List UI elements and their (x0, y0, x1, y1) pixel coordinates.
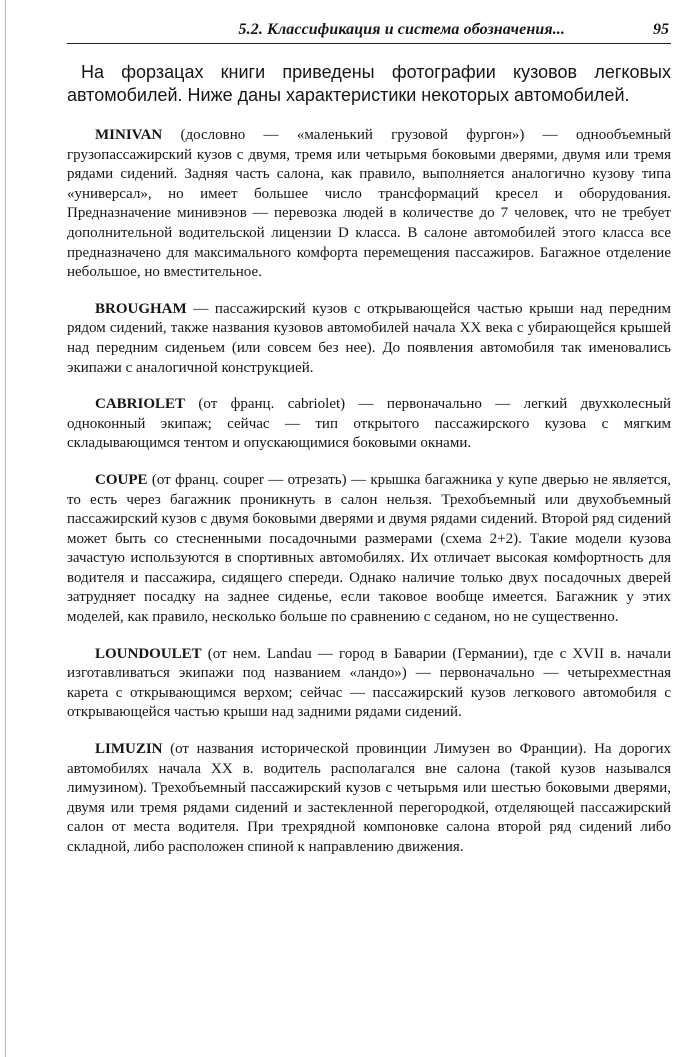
running-title: 5.2. Классификация и система обозначения... (238, 21, 565, 38)
entry-term: BROUGHAM (95, 300, 187, 317)
entry-text: (от названия исторической провинции Лимузен во Франции). На дорогих автомобилях начала XX в. водитель располагался вне салона (такой кузов назывался лимузином). Трехобъемный пассажирский кузов с четырьмя или шестью боковыми дверями, двумя или тремя рядами сидений и застекленной перегородкой, отделяющей пассажирский салон от места водителя. При трехрядной компоновке салона второй ряд сидений либо складной, либо расположен спиной к направлению движения. (67, 741, 671, 855)
entry-cabriolet (67, 395, 671, 454)
book-page (67, 15, 671, 858)
entry-term: MINIVAN (95, 127, 163, 143)
entry-term: CABRIOLET (95, 396, 186, 413)
running-head (67, 15, 671, 44)
entry-term: LOUNDOULET (95, 645, 202, 662)
page-edge-line (5, 0, 6, 1057)
entry-text: (от нем. Landau — город в Баварии (Германии), где с XVII в. начали изготавливаться экипажи под названием «ландо») — первоначально — четырехместная карета с открывающимся верхом; сейчас — пассажирский кузов легкового автомобиля с открывающейся частью крыши над задними рядами сидений. (67, 645, 671, 721)
entry-text: — пассажирский кузов с открывающейся частью крыши над передним рядом сидений, также названия кузовов автомобилей начала XX века с убирающейся крышей над передним сиденьем (или совсем без нее). До появления автомобиля так именовались экипажи с аналогичной конструкцией. (67, 300, 671, 376)
entry-text: (от франц. cabriolet) — первоначально — легкий двухколесный одноконный экипаж; сейчас — тип открытого пассажирского кузова с мягким складывающимся тентом и опускающимися боковыми окнами. (67, 396, 671, 452)
entry-term: LIMUZIN (95, 741, 163, 758)
entry-loundoulet (67, 645, 671, 723)
entry-brougham (67, 300, 671, 378)
entry-coupe (67, 471, 671, 628)
intro-paragraph: На форзацах книги приведены фотографии кузовов легковых автомобилей. Ниже даны характеристики некоторых автомобилей. (67, 62, 671, 105)
entry-text: (от франц. couper — отрезать) — крышка багажника у купе дверью не является, то есть через багажник проникнуть в салон нельзя. Трехобъемный или двухобъемный пассажирский кузов с двумя боковыми дверями и двумя рядами сидений. Второй ряд сидений может быть со стесненными посадочными размерами (схема 2+2). Такие модели кузова зачастую используются в спортивных автомобилях. Их отличает высокая комфортность для водителя и пассажира, сидящего спереди. Однако наличие только двух посадочных дверей затрудняет посадку на заднее сиденье, если таковое вообще имеется. Багажник у этих моделей, как правило, несколько больше по сравнению с седаном, но не существенно. (67, 471, 671, 626)
page-number: 95 (653, 21, 669, 38)
entry-term: COUPE (95, 471, 148, 488)
entry-limuzin (67, 740, 671, 858)
entry-text: (дословно — «маленький грузовой фургон») — однообъемный грузопассажирский кузов с двумя, тремя или четырьмя боковыми дверями, двумя или тремя рядами сидений. Задняя часть салона, как правило, выполняется аналогично кузову типа «универсал», но имеет большее число трансформаций кресел и оборудования. Предназначение минивэнов — перевозка людей в количестве до 7 человек, что не требует дополнительной водительской лицензии D класса. В салоне автомобилей этого класса все предназначено для максимального комфорта перемещения пассажиров. Багажное отделение небольшое, но вместительное. (67, 127, 671, 281)
entry-minivan (67, 126, 671, 283)
